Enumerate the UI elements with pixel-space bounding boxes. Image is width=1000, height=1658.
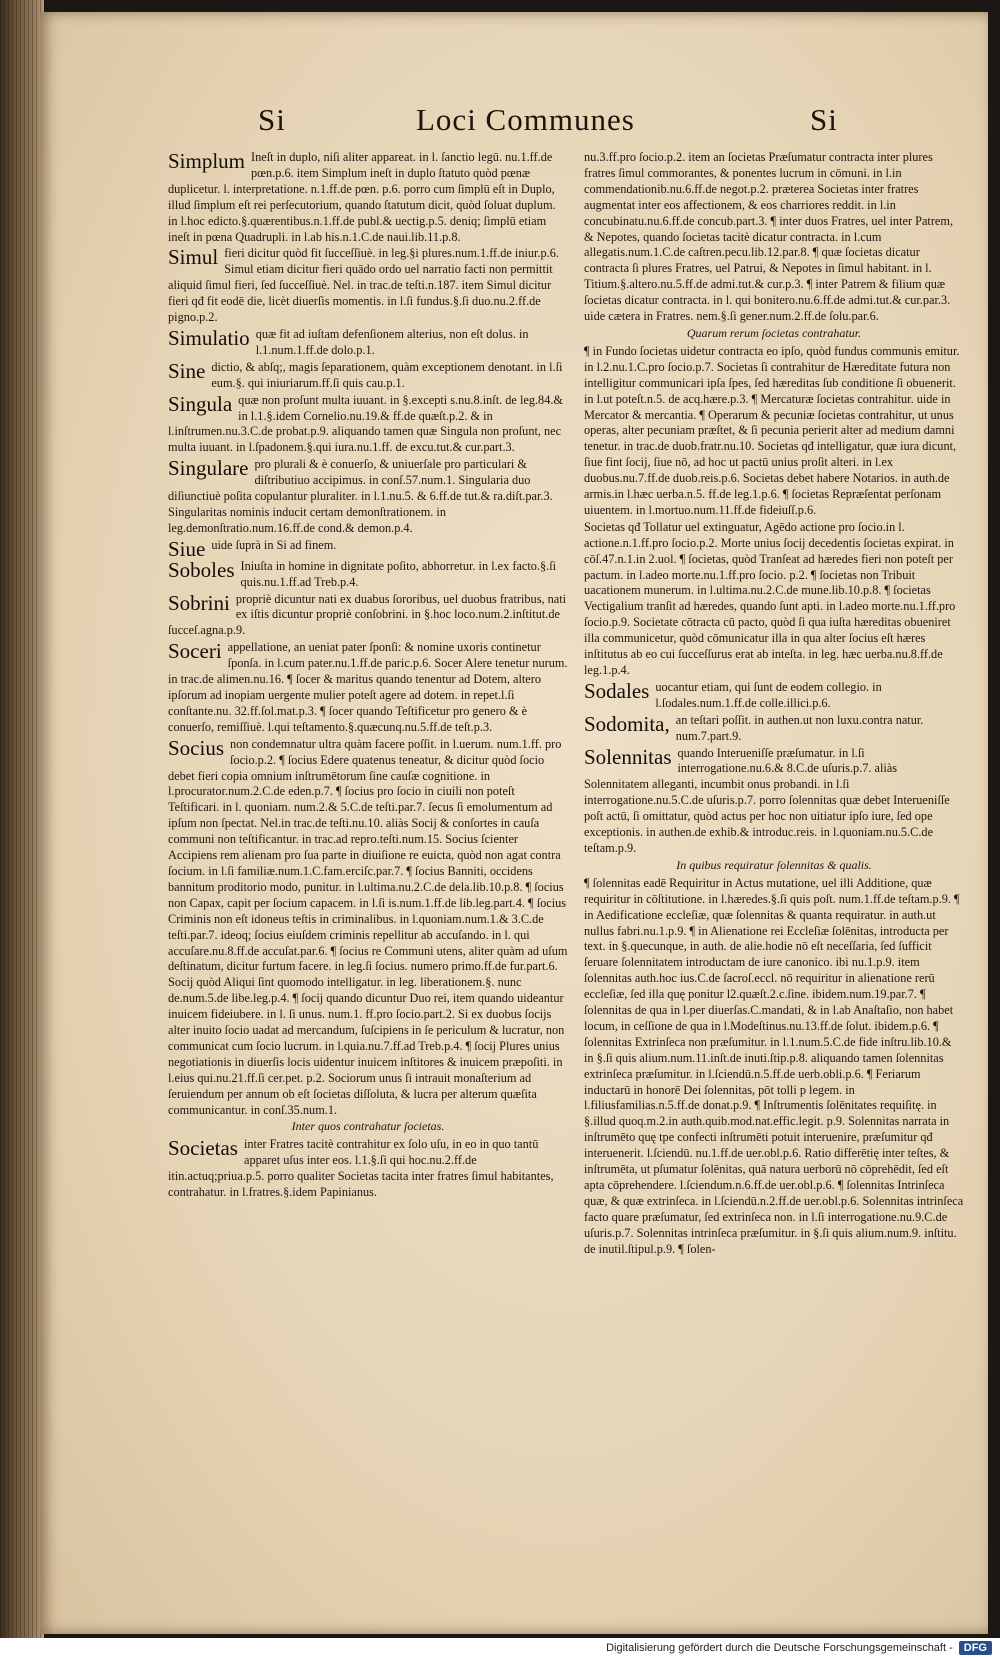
entry-text: fieri dicitur quòd fit ſucceſſiuè. in leg.§i plures.num.1.ff.de iniur.p.6. Simul etiam dicitur fieri quādo ordo uel narratio facti non permittit aliquid ſimul fieri, ſed ſucceſſiuè. Nel. in trac.de teſti.n.187. item Simul dicitur fieri qđ fit eodē die, licèt diuerſis momentis. in l.ſi fundus.§.ſi duo.nu.2.ff.de pigno.p.2. (168, 246, 559, 325)
entry-text: non condemnatur ultra quàm facere poſſit. in l.uerum. num.1.ff. pro ſocio.p.2. ¶ ſocius Edere quatenus teneatur, & dicitur quòd ſocio debet fieri copia omnium inſtrumētorum ſine cauſæ cognitione. in l.procurator.num.2.C.de eden.p.7. ¶ ſocius pro ſocio in ciuili non poteſt Teſtificari. in l. quoniam. num.2.& 5.C.de teſti.par.7. ſecus ſi emolumentum ad ipſum non ſpectat. Nel.in trac.de teſti.nu.10. aliàs Socij & conſortes in cauſa communi non teſtificantur. in trac.ad repro.teſti.num.15. Socius ſcienter Accipiens rem alienam pro ſua parte in diuiſione re euicta, quòd non agat contra ſocium. in l.ſi familiæ.num.1.C.fam.erciſc.par.7. ¶ ſocius Banniti, occidens bannitum proditorio modo, punitur. in l.ultima.nu.2.C.de dela.lib.10.p.8. ¶ ſocius non Capax, capit per ſocium capacem. in l.ſi is.num.1.ff.de lib.leg.part.4. ¶ ſocius Criminis non eſt idoneus teſtis in criminalibus. in l.quoniam.num.1.& 3.C.de teſti.par.7. ideoq; ſocius eiuſdem criminis repellitur ab accuſando. in l. qui accuſare.nu.8.ff.de accuſat.par.6. ¶ ſocius re Communi utens, aliter quàm ad uſum deſtinatum, dicitur furtum facere. in leg.ſi ſocius. numero primo.ff.de fur.part.6. Socij quòd Aliqui ſint quomodo intelligatur. in leg. liberationem.§. nunc de.num.5.de libe.leg.p.4. ¶ ſocij quando dicuntur Duo rei, item quando uideantur inuicem fideiubere. in l. ſi unus. num.1. ff.pro ſocio.part.2. Si ex duobus ſocijs alter inuito ſocio uadat ad mercandum, ſuſcipiens in ſe periculum & lucratur, non communicat cum ſocio lucrum. in l.quia.nu.7.ff.ad Treb.p.4. ¶ ſocij Plures unius negotiationis in diuerſis locis uidentur inuicem inſtitores & inuicem præpoſiti. in l.eius qui.nu.21.ff.ſi cer.pet. p.2. Sociorum unus ſi intrauit monaſterium ad ſeruiendum per annum ob eſt ſocietas diſſoluta, & lucra per alterum quæſita communicantur. in conſ.35.num.1. (168, 736, 568, 1117)
entry-text: Iniuſta in homine in dignitate poſito, abhorretur. in l.ex facto.§.ſi quis.nu.1.ff.ad Treb.p.4. (240, 558, 557, 589)
index-entry (168, 360, 568, 392)
entry-lemma: Sodales (584, 678, 650, 703)
entry-text: ¶ in Fundo ſocietas uidetur contracta eo ipſo, quòd fundus communis emitur. in l.2.nu.1.C.pro ſocio.p.7. Societas ſi contrahitur de Hæreditate futura non intelligitur communicari ipſa ſpes, ſed hæreditas ſub conditione ſi obuenerit. in l.ut poteſt.n.5. de acq.hære.p.3. ¶ Mercaturæ ſocietas contrahitur. uide in Mercator & mercantia. ¶ Operarum & pecuniæ ſocietas contrahitur, ut unus operas, alter pecuniam præſtet, & ſi pecunia perierit alter ad medium damni tenetur. in trac.de duob.fratr.nu.10. Societas qđ intelligatur, quæ iura dicunt, ſiue fint ſocij, ſiue nō, ad hoc ut pactū unius proſit alteri. in l.ex duobus.nu.7.ff.de duob.reis.p.6. Societas debet habere Notarios. in auth.de armis.in l.hæc uerba.n.5. ff.de leg.1.p.6. ¶ ſocietas Repræſentat perſonam uiuentem. in l.mortuo.num.11.ff.de fideiuſſ.p.6. (584, 343, 960, 517)
entry-lemma: Societas (168, 1136, 238, 1161)
digitization-footer (0, 1638, 1000, 1658)
section-subheading: In quibus requiratur ſolennitas & qualis. (676, 857, 872, 872)
index-entry (584, 680, 964, 712)
index-entry (168, 737, 568, 1119)
entry-lemma: Simul (168, 245, 219, 270)
header-right-letters: Si (810, 102, 838, 137)
page-title: Loci Communes (416, 102, 635, 137)
entry-lemma: Simulatio (168, 325, 250, 350)
entry-text: ¶ ſolennitas eadē Requiritur in Actus mutatione, uel illi Additione, quæ requiritur in cōſtitutione. in l.hæredes.§.ſi quis poſt. num.1.ff.de teſtam.p.9. ¶ in Aedificatione eccleſiæ, quæ ſolennitas & quanta requiratur. in auth.ut nullus fabri.nu.1.p.9. ¶ in Alienatione rei Eccleſiæ ſolēnitas, introducta per text. in §.quecunque, in auth. de alie.hodie nō eſt neceſſaria, ſed ſufficit ſeruare ſolennitatem introductam de iure canonico. ibi nu.1.p.9. item ſolennitas auth.hoc ius.C.de ſacroſ.eccl. nō requiritur in alienatione rerū eccleſiæ, ſed illa quę ponitur l2.quæſt.2.c.ſine. ibidem.num.19.par.7. ¶ ſolennitas de qua in l.per diuerſas.C.mandati, & in l.ab Anaſtaſio, non habet locum, in ceſſione de qua in l.Modeſtinus.nu.13.ff.de ſolut. ibidem.p.6. ¶ ſolennitas Extrinſeca non præſumitur. in l.1.num.5.C.de fide inſtru.lib.10.& in §.ſi quis alium.num.11.inſt.de inuti.ſtip.p.8. aliquando tamen ſolennitas extrinſeca præſumitur. in l.ſciendū.n.5.ff.de uerb.obli.p.6. ¶ Feriarum inductarū in honorē Dei ſolennitas, pōt tolli p legem. in l.filiusfamilias.n.5.ff.de donat.p.9. ¶ Inſtrumentis ſolēnitates requiſitę. in §.illud quoq.m.2.in auth.quib.mod.nat.effic.legit. p.9. Solennitas narrata in inſtrumēto quę tpe confecti inſtrumēti potuit interuenire, præſumitur qđ interuenerit. l.ſciendū. nu.1.ff.de uer.obl.p.6. Ratio differētię inter teſtes, & inſtrumēta, ut pſumatur ſolēnitas, quā natura uerborū nō cōprehēdit, ſed eſt apta cōprehendere. l.ſciendum.n.6.ff.de uer.obl.p.6. ¶ ſolennitas Intrinſeca quæ, & quæ extrinſeca. in l.ſciendū.n.2.ff.de uer.obl.p.6. Solennitas intrinſeca facto quare præſumatur, ſed extrinſeca non. in l.ſi interrogatione.nu.9.C.de uſuris.p.7. Solennitas intrinſeca præſumitur. in §.ſi quis alium.num.9. inſtitu. de inutil.ſtipul.p.9. ¶ ſolen- (584, 875, 964, 1256)
index-entry (168, 640, 568, 735)
entry-lemma: Sodomita, (584, 711, 670, 736)
entry-lemma: Simplum (168, 149, 246, 173)
index-entry (584, 520, 964, 679)
index-entry (168, 327, 568, 359)
entry-lemma: Soceri (168, 639, 222, 664)
entry-text: inter Fratres tacitè contrahitur ex ſolo uſu, in eo in quo tantū apparet uſus inter eos. l.1.§.ſi qui hoc.nu.2.ff.de itin.actuq;priua.p.5. porro qualiter Societas tacita inter fratres ſimul habitantes, contrahatur. in l.fratres.§.idem Papinianus. (168, 1137, 554, 1200)
index-entry (168, 592, 568, 640)
header-left-letters: Si (258, 102, 286, 137)
entry-lemma: Sobrini (168, 590, 230, 615)
entry-text: quæ fit ad iuſtam defenſionem alterius, non eſt dolus. in l.1.num.1.ff.de dolo.p.1. (255, 326, 529, 357)
entry-lemma: Sine (168, 358, 206, 383)
entry-text: uide ſuprà in Si ad finem. (211, 537, 337, 552)
entry-text: quando Interueniſſe præſumatur. in l.ſi interrogatione.nu.6.& 8.C.de uſuris.p.7. aliàs Solennitatem alleganti, incumbit onus probandi. in l.ſi interrogatione.nu.5.C.de uſuris.p.7. porro ſolennitas quæ debet Interueniſſe poſt actū, ſi omittatur, quòd actus per hoc non uitiatur ipſo iure, ſed ope exceptionis. in authen.de exhib.& introduc.reis. in l.quoniam.nu.5.C.de teſtam.p.9. (584, 745, 950, 855)
entry-lemma: Solennitas (584, 744, 672, 769)
index-entry (584, 150, 964, 325)
section-subheading: Inter quos contrahatur ſocietas. (291, 1119, 445, 1134)
book-edge (0, 0, 44, 1640)
entry-text: nu.3.ff.pro ſocio.p.2. item an ſocietas Præſumatur contracta inter plures fratres ſimul commorantes, & ponentes lucrum in cōmuni. in l.in commendationib.nu.6.ff.de negot.p.2. præterea Societas inter fratres augmentat inter eos affectionem, & eos charriores reddit. in l.in concubinatu.nu.6.ff.de concub.part.3. ¶ inter duos Fratres, uel inter Patrem, & Nepotes, quando ſocietas tacitè dicatur contracta. in l.cum allegatis.num.1.C.de caſtren.pecu.lib.12.par.8. ¶ quæ ſocietas dicatur contracta ſi plures Fratres, uel Patrui, & Nepotes in ſimul habitant. in l. Titium.§.altero.nu.5.ff.de admi.tut.& cur.p.3. ¶ inter Patrem & filium quæ ſocietas dicatur contracta. in l. qui bonitero.nu.6.ff.de admi.tut.& cur.par.3. uide cætera in Fratres. nem.§.ſi gener.num.2.ff.de ſolu.par.6. (584, 150, 954, 324)
left-column (168, 150, 568, 1202)
index-entry (168, 393, 568, 457)
entry-lemma: Soboles (168, 557, 235, 582)
index-entry (584, 344, 964, 519)
entry-lemma: Singula (168, 391, 233, 416)
section-subheading: Quarum rerum ſocietas contrahatur. (686, 325, 862, 340)
entry-text: propriè dicuntur nati ex duabus ſororibus, uel duobus fratribus, nati ex iſtis dicuntur propriè conſobrini. in §.hoc loco.num.2.inſtitut.de ſucceſ.agna.p.9. (168, 591, 567, 638)
dfg-logo: DFG (959, 1641, 992, 1655)
entry-lemma: Socius (168, 735, 225, 760)
entry-lemma: Siue (168, 536, 206, 561)
entry-text: pro plurali & è conuerſo, & uniuerſale pro particulari & diſtributiuo accipimus. in conſ.57.num.1. Singularia duo diſiunctiuè poſita copulantur pluraliter. in l.1.nu.5. & 6.ff.de tut.& ra.diſt.par.3. Singularitas nominis inducit certam demonſtrationem. in leg.demonſtratio.num.16.ff.de cond.& demon.p.4. (168, 457, 553, 535)
entry-text: uocantur etiam, qui ſunt de eodem collegio. in l.ſodales.num.1.ff.de colle.illici.p.6. (655, 679, 882, 710)
index-entry (584, 713, 964, 745)
running-header (40, 102, 988, 142)
entry-text: an teſtari poſſit. in authen.ut non luxu.contra natur. num.7.part.9. (675, 712, 924, 743)
index-entry (168, 1137, 568, 1201)
index-entry (584, 876, 964, 1258)
funding-credit: Digitalisierung gefördert durch die Deutsche Forschungsgemeinschaft - (606, 1642, 953, 1654)
index-entry (168, 150, 568, 245)
index-entry (168, 559, 568, 591)
right-column (584, 150, 964, 1259)
index-entry (584, 746, 964, 857)
entry-text: dictio, & abſq;, magis ſeparationem, quàm exceptionem denotant. in l.ſi eum.§. qui iniuriarum.ff.ſi quis cau.p.1. (211, 359, 563, 390)
entry-text: Ineſt in duplo, niſi aliter appareat. in l. ſanctio legū. nu.1.ff.de pœn.p.6. item Simplum ineſt in duplo ſtatuto quòd pœnæ duplicetur. l. interpretatione. n.1.ff.de pœn. p.6. porro cum ſimplū eſt in Duplo, illud ſimplum eſt rei perſecutorium, quando ſtatutum dicit, quòd ſoluat duplum. in l.hoc edicto.§.quærentibus.n.1.ff.de publ.& uectig.p.5. deniq; ſimplū etiam ineſt in pœna Quadrupli. in l.ab his.n.1.C.de naui.lib.11.p.8. (168, 150, 556, 244)
entry-text: Societas qđ Tollatur uel extinguatur, Agēdo actione pro ſocio.in l. actione.n.1.ff.pro ſocio.p.2. Morte unius ſocij decedentis ſocietas expirat. in cōſ.47.n.1.in 2.uol. ¶ ſocietas, quòd Tranſeat ad hæredes fieri non poteſt per pactum. in l.adeo morte.nu.1.ff.pro ſocio. p.2. ¶ ſocietas non Tribuit uacationem munerum. in l.ultima.nu.2.C.de mune.lib.10.p.8. ¶ ſocietas Vectigalium tranſit ad hæredes, quando ſunt apti. in l.adeo morte.nu.1.ff.pro ſocio.p.9. Societate cōtracta cū pacto, quòd ſi qua iuſta hæreditas obueniret illa communicetur, quòd cōmunicatur illa in qua alter ſocius eſt hæres inſtitutus ab eo cui ſucceſſurus erat ab inteſta. in leg. hæc uerba.nu.8.ff.de leg.1.p.4. (584, 519, 956, 677)
entry-text: appellatione, an ueniat pater ſponſi: & nomine uxoris continetur ſponſa. in l.cum pater.nu.1.ff.de paric.p.6. Socer Alere tenetur nurum. in trac.de alimen.nu.16. ¶ ſocer & maritus quando tenentur ad Dotem, altero ipſorum ad inopiam uergente mulier poteſt agere ad dotem. in repet.l.ſi conſtante.nu. 32.ff.ſol.mat.p.3. ¶ ſocer quando Teſtificetur pro genero & è conuerſo, remiſſiuè. l.qui teſtamento.§.quæcunq.nu.5.ff.de teſt.p.3. (168, 640, 568, 734)
book-page (40, 12, 988, 1634)
index-entry (168, 536, 568, 561)
entry-lemma: Singulare (168, 456, 249, 481)
index-entry (168, 246, 568, 326)
entry-text: quæ non proſunt multa iuuant. in §.excepti s.nu.8.inſt. de leg.84.& in l.1.§.idem Cornelio.nu.19.& ff.de quæſt.p.2. & in l.inſtrumen.nu.3.C.de probat.p.9. aliquando tamen quæ Singula non proſunt, nec multa iuuant. in l.ſpadonem.§.qui iura.nu.1.ff. de excu.tut.& cur.part.3. (168, 392, 563, 455)
index-entry (168, 457, 568, 537)
